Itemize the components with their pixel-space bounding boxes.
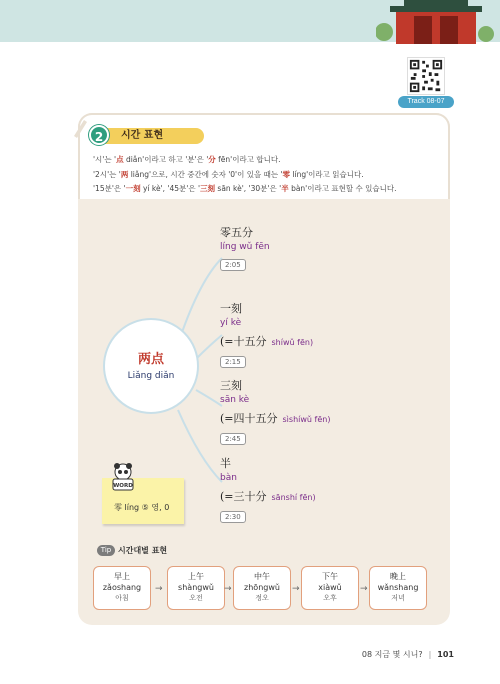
section-title: 시간 표현 — [121, 130, 164, 141]
tip-title: 시간대별 표현 — [118, 546, 168, 555]
timeline-hanzi: 中午 — [254, 572, 270, 581]
time-item-205 — [220, 224, 270, 271]
timeline-hanzi: 下午 — [322, 572, 338, 581]
center-pinyin: Liǎng diǎn — [127, 371, 175, 381]
timeline-hanzi: 晚上 — [390, 572, 406, 581]
intro-line-2: '2시'는 '两 liǎng'으로, 시간 중간에 숫자 '0'이 있을 때는 '零 líng'이라고 읽습니다. — [93, 169, 364, 179]
arrow-icon: → — [360, 584, 368, 594]
center-hanzi: 两点 — [137, 352, 164, 367]
panda-icon — [108, 462, 138, 492]
item-alt-pinyin: sìshíwǔ fēn) — [282, 415, 331, 424]
timeline-pinyin: zhōngwǔ — [244, 583, 280, 592]
item-alt-hanzi: (=三十分 — [220, 490, 267, 503]
timeline-pinyin: xiàwǔ — [318, 583, 342, 592]
item-hanzi: 半 — [220, 457, 231, 470]
timeline-box-noon — [233, 566, 291, 610]
timeline-pinyin: shàngwǔ — [178, 583, 214, 592]
time-badge: 2:15 — [220, 356, 246, 368]
arrow-icon: → — [155, 584, 163, 594]
arrow-icon: → — [292, 584, 300, 594]
timeline-korean: 정오 — [255, 594, 269, 602]
word-badge: WORD — [113, 483, 133, 489]
intro-line-3: '15분'은 '一刻 yí kè', '45분'은 '三刻 sān kè', '30분'은 '半 bàn'이라고 표현할 수 있습니다. — [93, 184, 397, 193]
item-pinyin: líng wǔ fēn — [220, 242, 270, 252]
timeline-korean: 오전 — [189, 594, 203, 602]
word-note-text: 零 líng ⑤ 영, 0 — [114, 503, 170, 512]
item-pinyin: bàn — [220, 473, 237, 483]
item-alt-pinyin: shíwǔ fēn) — [271, 338, 314, 347]
item-hanzi: 三刻 — [220, 379, 242, 392]
item-hanzi: 零五分 — [220, 226, 253, 239]
timeline-box-am — [167, 566, 225, 610]
time-item-230 — [220, 455, 316, 523]
timeline-box-pm — [301, 566, 359, 610]
page-footer: 08 지금 몇 시니? | 101 — [361, 650, 454, 659]
time-item-245 — [220, 377, 330, 445]
item-pinyin: yí kè — [220, 318, 242, 328]
chapter-title: 08 지금 몇 시니? — [361, 650, 423, 659]
item-pinyin: sān kè — [220, 395, 250, 405]
timeline-box-morning — [93, 566, 151, 610]
timeline-pinyin: wǎnshang — [377, 583, 419, 592]
timeline-hanzi: 上午 — [188, 572, 204, 581]
section-number: 2 — [89, 125, 109, 145]
center-time-circle — [103, 318, 199, 414]
item-alt-pinyin: sānshí fēn) — [271, 493, 316, 502]
item-hanzi: 一刻 — [220, 302, 242, 315]
time-badge: 2:45 — [220, 433, 246, 445]
time-item-215 — [220, 300, 313, 368]
timeline-korean: 저녁 — [391, 594, 405, 602]
arrow-icon: → — [224, 584, 232, 594]
track-badge[interactable]: Track 08-07 — [398, 96, 454, 108]
page-number: 101 — [437, 650, 454, 659]
timeline-hanzi: 早上 — [114, 572, 130, 581]
intro-line-1: '시'는 '点 diǎn'이라고 하고 '분'은 '分 fēn'이라고 합니다. — [93, 155, 281, 164]
item-alt-hanzi: (=十五分 — [220, 335, 267, 348]
timeline-pinyin: zǎoshang — [102, 583, 142, 592]
tip-badge: Tip — [97, 545, 115, 556]
timeline-korean: 오후 — [323, 594, 337, 602]
time-badge: 2:05 — [220, 259, 246, 271]
time-badge: 2:30 — [220, 511, 246, 523]
timeline-box-evening — [369, 566, 427, 610]
timeline-korean: 아침 — [115, 594, 129, 602]
item-alt-hanzi: (=四十五分 — [220, 412, 278, 425]
